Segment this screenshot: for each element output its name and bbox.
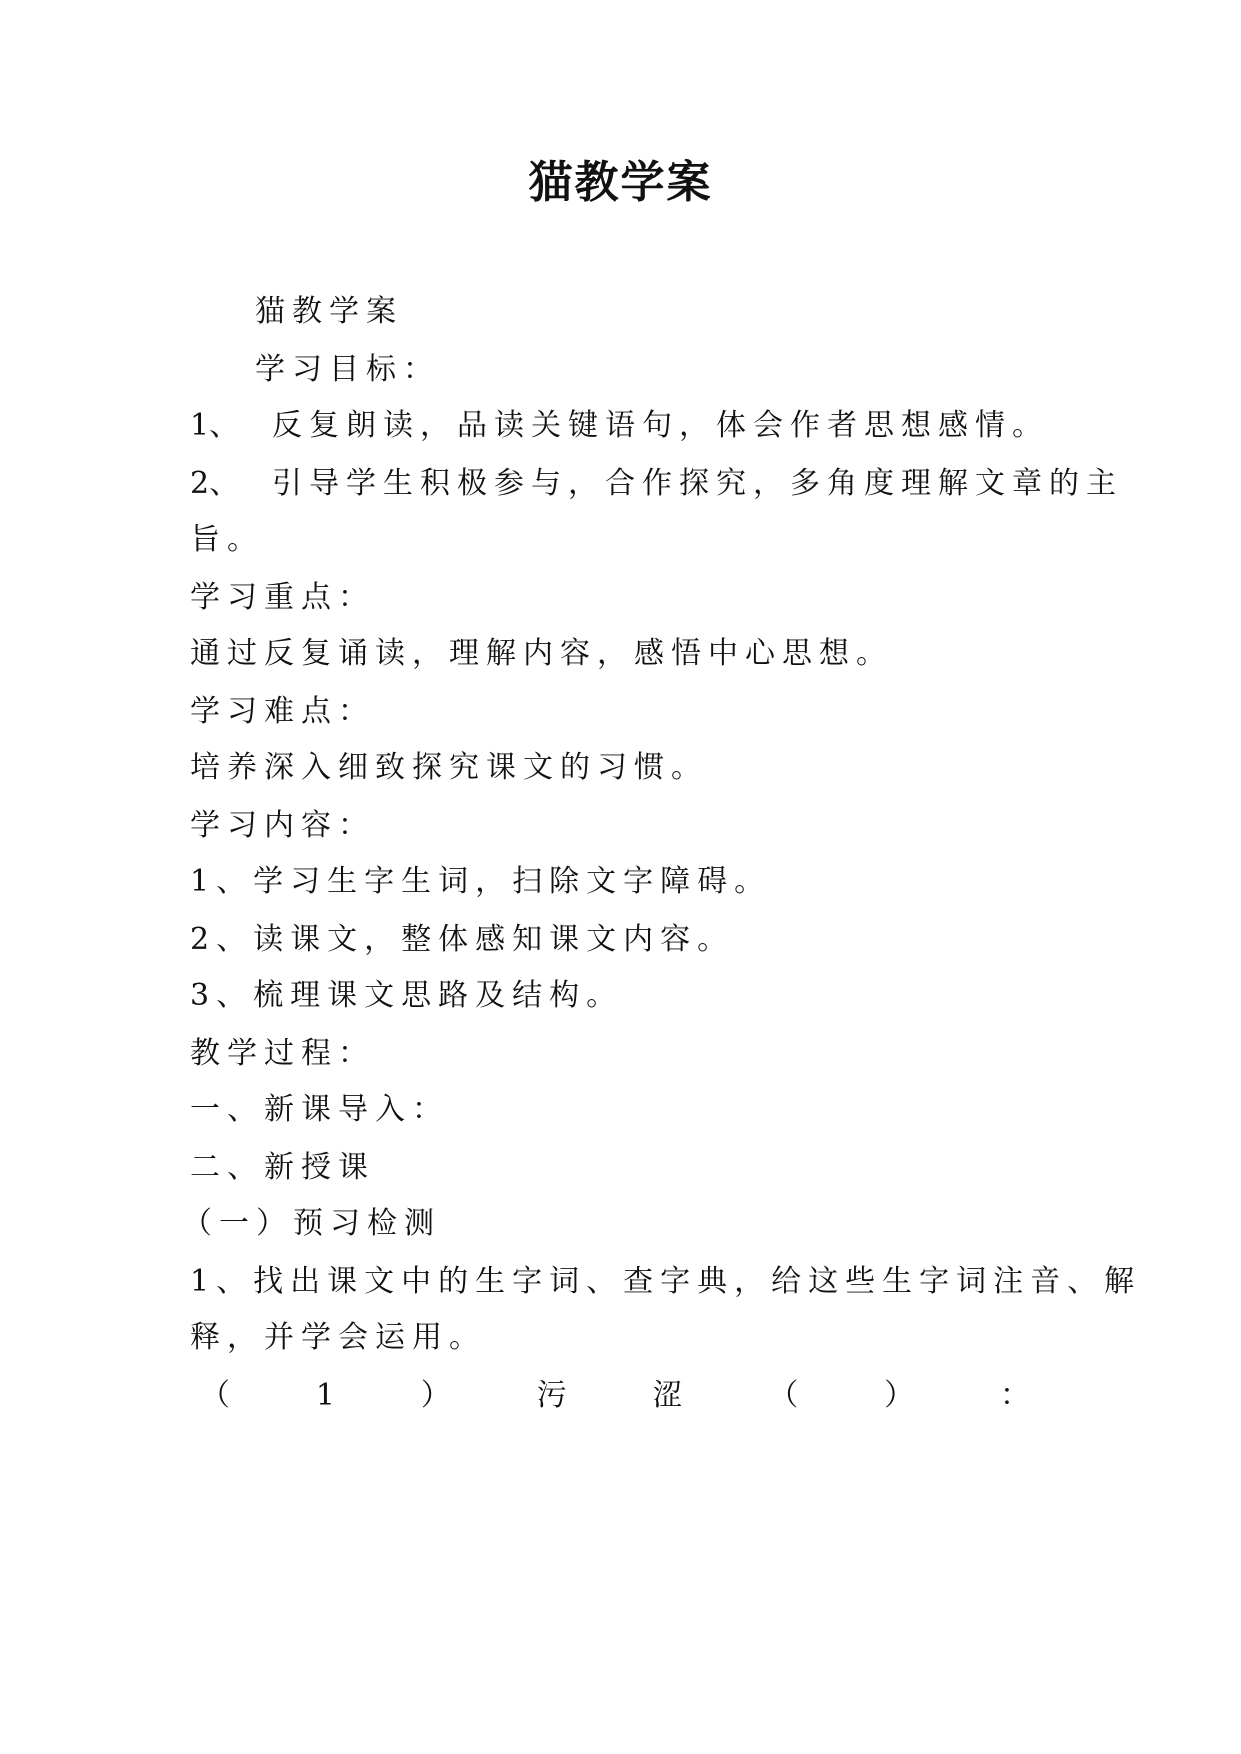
goal-number: 2、 xyxy=(190,466,240,501)
blank-open: （ xyxy=(768,1378,799,1413)
content-heading: 学习内容： xyxy=(190,808,375,843)
goal-number: 1、 xyxy=(190,408,240,443)
difficulties-text: 培养深入细致探究课文的习惯。 xyxy=(190,750,708,785)
key-points-text: 通过反复诵读，理解内容，感悟中心思想。 xyxy=(190,636,893,671)
goal-item-1 xyxy=(190,406,1050,446)
blank-close: ） xyxy=(884,1378,915,1413)
learning-goals-heading: 学习目标： xyxy=(255,352,440,387)
paragraph-heading: 猫教学案 xyxy=(255,294,403,329)
vocab-char: 涩 xyxy=(652,1378,683,1413)
vocab-char: 污 xyxy=(536,1378,567,1413)
content-item-2: 2、读课文，整体感知课文内容。 xyxy=(190,922,735,957)
preview-task-1-continuation: 释，并学会运用。 xyxy=(190,1320,486,1355)
bracket-open: （ xyxy=(200,1378,230,1413)
colon: ： xyxy=(1000,1378,1030,1413)
goal-text: 引导学生积极参与，合作探究，多角度理解文章的主 xyxy=(272,466,1123,501)
goal-item-2 xyxy=(190,464,1123,504)
document-title: 猫教学案 xyxy=(528,157,713,208)
preview-check-heading: （一）预习检测 xyxy=(182,1206,441,1241)
preview-task-1: 1、找出课文中的生字词、查字典，给这些生字词注音、解 xyxy=(190,1264,1142,1299)
item-number: 1 xyxy=(315,1378,335,1413)
bracket-close: ） xyxy=(420,1378,451,1413)
process-heading: 教学过程： xyxy=(190,1036,375,1071)
difficulties-heading: 学习难点： xyxy=(190,694,375,729)
goal-text: 反复朗读，品读关键语句，体会作者思想感情。 xyxy=(272,408,1049,443)
process-step-1: 一、新课导入： xyxy=(190,1092,449,1127)
process-step-2: 二、新授课 xyxy=(190,1150,375,1185)
content-item-3: 3、梳理课文思路及结构。 xyxy=(190,978,624,1013)
goal-text-continuation: 旨。 xyxy=(190,522,264,557)
content-item-1: 1、学习生字生词，扫除文字障碍。 xyxy=(190,864,772,899)
vocab-row-1 xyxy=(200,1376,1030,1416)
key-points-heading: 学习重点： xyxy=(190,580,375,615)
